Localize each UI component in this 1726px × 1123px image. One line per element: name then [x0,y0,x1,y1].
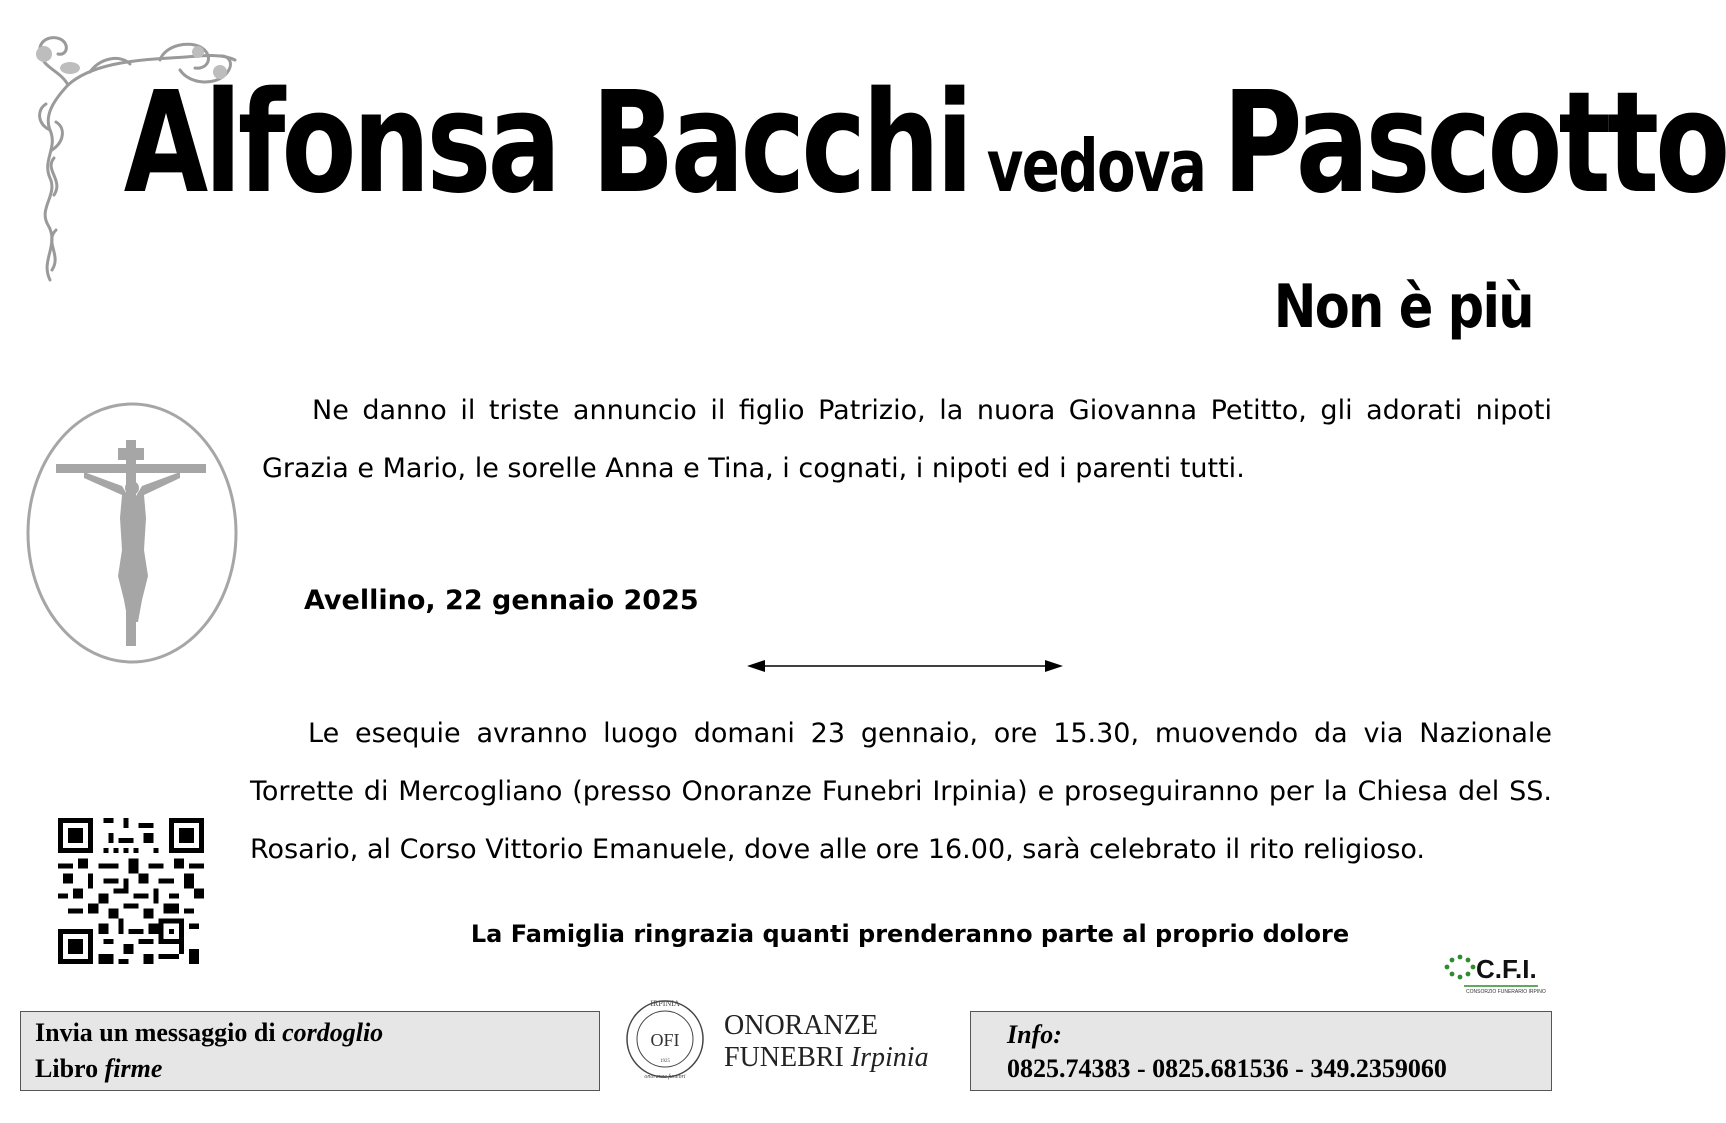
emblem-year: 1925 [660,1059,670,1064]
announcement-text: Ne danno il triste annuncio il figlio Patrizio, la nuora Giovanna Petitto, gli adorati nipoti Grazia e Mario, le sorelle Anna e Tina, i cognati, i nipoti ed i parenti tutti. [262,395,1552,484]
funeral-home-name [724,1010,929,1074]
name-first: Alfonsa Bacchi [123,62,970,225]
info-label: Info: [1007,1020,1062,1049]
send-condolence-italic: cordoglio [282,1018,384,1047]
cfi-tagline: CONSORZIO FUNERARIO IRPINO [1466,989,1546,995]
funeral-details-text: Le esequie avranno luogo domani 23 gennaio, ore 15.30, muovendo da via Nazionale Torrette di Mercogliano (presso Onoranze Funebri Irpinia) e proseguiranno per la Chiesa del SS. Rosario, al Corso Vittorio Emanuele, dove alle ore 16.00, sarà celebrato il rito religioso. [250,718,1552,865]
emblem-bottom-text: onoranze funebri [644,1074,686,1080]
crucifix-icon [24,400,240,666]
deceased-name-title [123,62,1726,232]
guestbook-label: Libro [35,1054,105,1083]
name-last: Pascotto [1222,62,1726,225]
brand-line2-italic: Irpinia [850,1042,929,1073]
condolence-box[interactable] [20,1011,600,1091]
subtitle: Non è più [1273,272,1533,342]
double-arrow-divider-icon [745,656,1065,676]
emblem-top-text: IRPINIA [650,999,680,1008]
place-date: Avellino, 22 gennaio 2025 [304,585,699,616]
brand-line1: ONORANZE [724,1010,878,1041]
qr-code-icon[interactable] [58,818,204,964]
funeral-home-emblem-icon [618,992,712,1086]
brand-line2 [724,1042,929,1074]
emblem-letters: OFI [650,1030,680,1050]
guestbook-link[interactable] [35,1054,162,1084]
send-condolence-label: Invia un messaggio di [35,1018,283,1047]
info-box [970,1011,1552,1091]
send-condolence-link[interactable] [35,1018,383,1048]
cfi-logo-text: C.F.I. [1476,954,1537,984]
phone-numbers[interactable]: 0825.74383 - 0825.681536 - 349.2359060 [1007,1054,1447,1083]
cfi-logo-icon [1440,950,1546,996]
family-thanks: La Famiglia ringrazia quanti prenderanno parte al proprio dolore [470,920,1350,948]
name-connector: vedova [986,124,1206,208]
brand-line2-prefix: FUNEBRI [724,1042,851,1073]
guestbook-italic: firme [104,1054,163,1083]
